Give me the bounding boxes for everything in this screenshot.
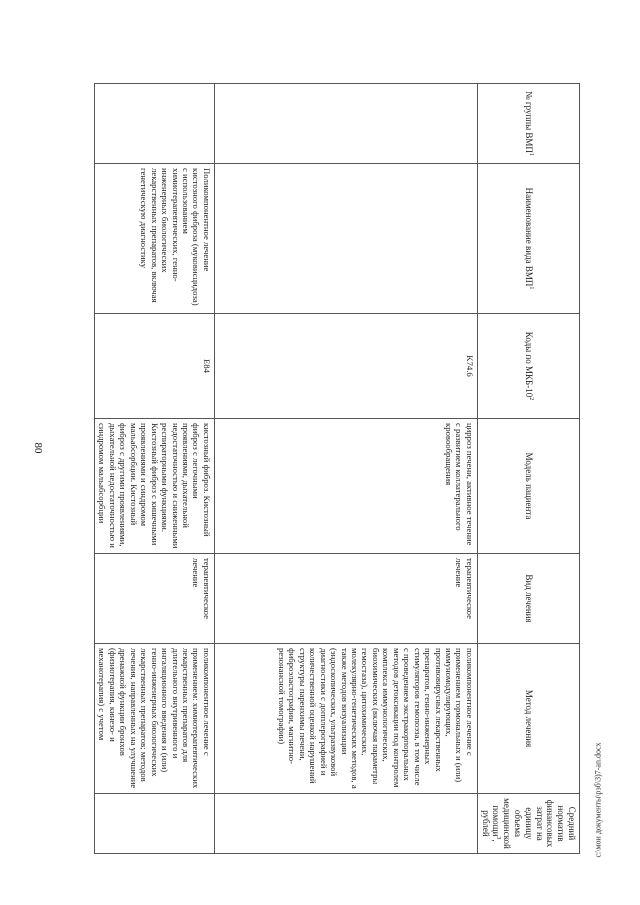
cell-model: кистозный фиброз. Кистозный фиброз с легочными проявлениями, дыхательной недостаточностью и сниженными респираторными функциями. Кистозный фиброз с кишечными проявлениями и синдромом мальабсорбции. Кистозный фиброз с другими проявлениями, дыхательной недостаточностью и синдромом мальабсорбции [95,419,215,554]
header-icd-codes: Коды по МКБ-$10^2$ [477,314,579,419]
header-treatment-type: Вид лечения [477,554,579,644]
header-patient-model: Модель пациента [477,419,579,554]
header-average-cost: Средний норматив финансовых затрат на единицу объема медицинской помощи$^3$, рублей [477,794,579,854]
cell-group [95,84,215,164]
header-treatment-method: Метод лечения [477,644,579,794]
cell-cost [95,794,215,854]
page-number: 80 [32,442,44,454]
cell-treatment-type: терапевтическое лечение [214,554,477,644]
cell-method: поликомпонентное лечение с применением гормональных и (или) иммуномодулирующих, противовирусных лекарственных препаратов, генно-инженерных стимуляторов гемопоэза, в том числе с проведением экстракорпоральных методов детоксикации под контролем комплекса иммунологических, биохимических (включая параметры гемостаза), цитохимических, молекулярно-генетических методов, а также методов визуализации (эндоскопических, ультразвуковой диагностики с допплерографией и количественной оценкой нарушений структуры паренхимы печени, фиброэластографии, магнитно-резонансной томографии) [214,644,477,794]
cell-model: цирроз печени, активное течение с развитием коллатерального кровообращения [214,419,477,554]
cell-group [214,84,477,164]
header-group-number: № группы ВМП$^1$ [477,84,579,164]
cell-name [214,164,477,314]
cell-method: поликомпонентное лечение с применением: химиотерапевтических лекарственных препаратов для длительного внутривенного и ингаляционного введения и (или) генно-инженерных биологических лекарственных препаратов; методов лечения, направленных на улучшение дренажной функции бронхов (физиотерапия, кинезо- и механотерапия) с учетом [95,644,215,794]
cell-treatment-type: терапевтическое лечение [95,554,215,644]
cell-code: E84 [95,314,215,419]
cell-code: K74.6 [214,314,477,419]
footer-file-path: c:\мои документы\рзб\3)7-an.docx [593,742,603,858]
rotated-table-container [97,83,580,853]
table-row [214,84,477,854]
table-header-row [477,84,579,854]
table-row [95,84,215,854]
cell-name: Поликомпонентное лечение кистозного фиброза (муковисцидоза) с использованием химиотерапевтических, генно-инженерных биологических лекарственных препаратов, включая генетическую диагностику [95,164,215,314]
vmp-table [94,83,580,854]
header-vmp-name: Наименование вида ВМП$^1$ [477,164,579,314]
cell-cost [214,794,477,854]
